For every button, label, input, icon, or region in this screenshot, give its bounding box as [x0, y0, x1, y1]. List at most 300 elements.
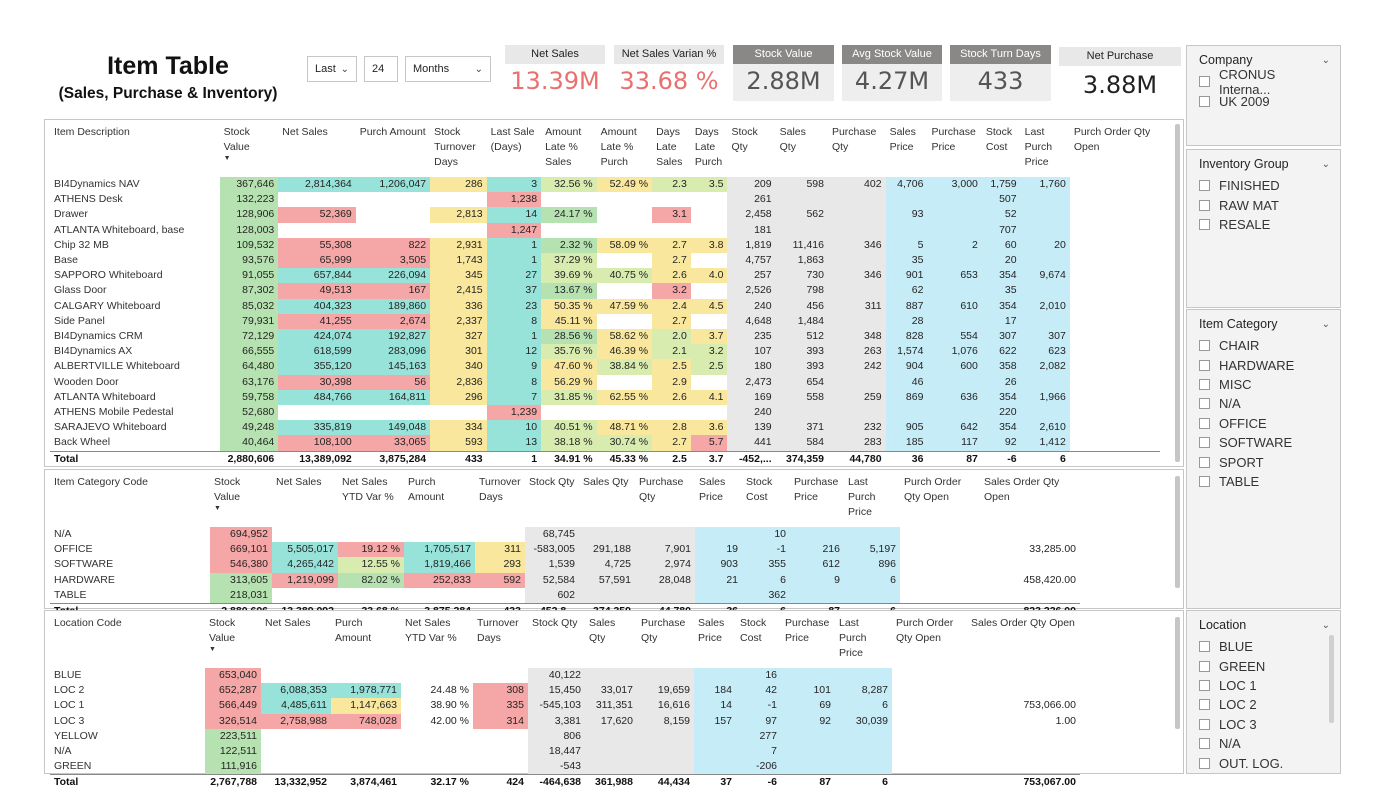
slicer-option-label: GREEN: [1219, 658, 1266, 674]
table-cell: 261: [727, 192, 775, 207]
slicer-option[interactable]: [1199, 452, 1330, 471]
table-cell: [980, 588, 1080, 604]
col-header[interactable]: Purch Amount: [408, 476, 445, 503]
table-cell: [900, 527, 980, 542]
total-cell: [892, 775, 967, 791]
table-cell: 19: [695, 542, 742, 557]
col-header[interactable]: Item Description: [54, 126, 130, 138]
col-header[interactable]: Stock Cost: [985, 126, 1013, 153]
table-cell: 1,863: [776, 253, 828, 268]
table-cell: 753,066.00: [1023, 699, 1076, 712]
slicer-option[interactable]: [1199, 414, 1330, 433]
table-cell: 192,827: [356, 329, 430, 344]
table-cell: 33,017: [585, 683, 637, 698]
checkbox-icon[interactable]: [1199, 340, 1210, 351]
table-cell: 2.0: [652, 329, 691, 344]
table-row[interactable]: [50, 375, 1160, 390]
table-cell: [331, 759, 401, 775]
table-cell: 10: [742, 527, 790, 542]
total-label: Total: [50, 775, 205, 791]
period-value: Last: [315, 63, 336, 75]
table-cell: [1021, 283, 1070, 298]
table-cell: [585, 668, 637, 683]
col-header[interactable]: Purch Order Qty Open: [904, 476, 962, 503]
total-cell: 13,332,952: [261, 775, 331, 791]
checkbox-icon[interactable]: [1199, 476, 1210, 487]
table-cell: 47.59 %: [597, 299, 653, 314]
table-cell: 4,648: [727, 314, 775, 329]
slicer-header: [1199, 617, 1330, 633]
sort-desc-icon: ▼: [214, 505, 221, 512]
table-cell: [892, 759, 967, 775]
table-cell: 3,000: [927, 177, 981, 192]
slicer-option-label: OUT. LOG.: [1219, 755, 1284, 771]
table-cell: 358: [982, 359, 1021, 374]
col-header[interactable]: Item Category Code: [54, 476, 148, 488]
table-cell: 2.9: [652, 375, 691, 390]
table-cell: [927, 283, 981, 298]
table-cell: 2,931: [430, 238, 487, 253]
row-label: LOC 1: [54, 699, 85, 712]
slicer-option[interactable]: [1199, 66, 1330, 97]
table-cell: 3.2: [691, 344, 728, 359]
table-cell: 293: [475, 557, 525, 572]
total-cell: -6: [736, 775, 781, 791]
kpi-net-sales-variance: [614, 45, 724, 101]
slicer-option[interactable]: [1199, 176, 1330, 195]
table-cell: 31.85 %: [541, 390, 597, 405]
checkbox-icon[interactable]: [1199, 200, 1210, 211]
col-header[interactable]: Sales Price: [889, 126, 916, 153]
table-row[interactable]: [50, 405, 1160, 420]
col-header-sorted[interactable]: Stock Value ▼: [205, 614, 261, 668]
checkbox-icon[interactable]: [1199, 758, 1210, 769]
table-cell: 2,082: [1021, 359, 1070, 374]
scrollbar[interactable]: [1329, 635, 1334, 723]
table-cell: [694, 729, 736, 744]
table-cell: [637, 744, 694, 759]
table-cell: 404,323: [278, 299, 355, 314]
table-cell: 584: [776, 435, 828, 451]
table-cell: 49,513: [278, 283, 355, 298]
slicer-option[interactable]: [1199, 355, 1330, 374]
slicer-option-label: RAW MAT: [1219, 197, 1279, 213]
table-cell: 167: [356, 283, 430, 298]
table-cell: [967, 683, 1080, 698]
table-cell: [1021, 314, 1070, 329]
table-cell: 345: [430, 268, 487, 283]
table-cell: 68,745: [525, 527, 579, 542]
table-cell: 798: [776, 283, 828, 298]
checkbox-icon[interactable]: [1199, 379, 1210, 390]
table-cell: [1021, 405, 1070, 420]
kpi-value: 33.68 %: [619, 67, 719, 95]
item-category-slicer: [1186, 309, 1341, 609]
table-cell: 308: [473, 683, 528, 698]
slicer-option-label: LOC 2: [1219, 697, 1257, 713]
table-cell: [835, 668, 892, 683]
table-row[interactable]: [50, 238, 1160, 253]
sort-desc-icon: ▼: [209, 646, 216, 653]
table-cell: 654: [776, 375, 828, 390]
total-cell: 44,434: [637, 775, 694, 791]
col-header[interactable]: Net Sales YTD Var %: [342, 476, 394, 503]
table-cell: 346: [828, 268, 886, 283]
table-cell: 17,620: [585, 714, 637, 729]
table-cell: 1,147,663: [331, 698, 401, 713]
checkbox-icon[interactable]: [1199, 699, 1210, 710]
table-cell: [900, 557, 980, 572]
chevron-down-icon[interactable]: ⌄: [1321, 619, 1330, 631]
table-cell: 52,680: [220, 405, 279, 420]
period-count-input[interactable]: [364, 56, 398, 82]
table-cell: 6,088,353: [261, 683, 331, 698]
table-row[interactable]: [50, 223, 1160, 238]
kpi-label: Stock Turn Days: [950, 45, 1051, 64]
table-cell: [541, 223, 597, 238]
checkbox-icon[interactable]: [1199, 738, 1210, 749]
col-header[interactable]: Stock Turnover Days: [434, 126, 476, 168]
table-cell: [835, 729, 892, 744]
slicer-option[interactable]: [1199, 433, 1330, 452]
table-cell: 107: [727, 344, 775, 359]
table-cell: 1,206,047: [356, 177, 430, 192]
table-row[interactable]: [50, 177, 1160, 192]
table-cell: 371: [776, 420, 828, 435]
slicer-option[interactable]: [1199, 734, 1330, 753]
col-header[interactable]: Sales Qty: [779, 126, 806, 153]
col-header[interactable]: Sales Order Qty Open: [971, 617, 1075, 629]
row-label: BI4Dynamics CRM: [54, 330, 143, 343]
col-header[interactable]: Amount Late % Sales: [545, 126, 582, 168]
table-row[interactable]: [50, 668, 1080, 683]
total-cell: 3,874,461: [331, 775, 401, 791]
table-cell: 354: [982, 390, 1021, 405]
slicer-option[interactable]: [1199, 472, 1330, 491]
table-row[interactable]: [50, 698, 1080, 713]
table-cell: 39.69 %: [541, 268, 597, 283]
table-cell: 12.55 %: [338, 557, 404, 572]
table-cell: [927, 192, 981, 207]
table-row[interactable]: [50, 714, 1080, 729]
table-row[interactable]: [50, 527, 1080, 542]
table-cell: 50.35 %: [541, 299, 597, 314]
table-row[interactable]: [50, 542, 1080, 557]
table-row[interactable]: [50, 557, 1080, 572]
table-cell: [331, 744, 401, 759]
table-cell: 4,265,442: [272, 557, 338, 572]
table-cell: 26: [982, 375, 1021, 390]
checkbox-icon[interactable]: [1199, 680, 1210, 691]
table-row[interactable]: [50, 253, 1160, 268]
table-row[interactable]: [50, 759, 1080, 775]
col-header[interactable]: Purchase Price: [794, 476, 839, 503]
col-header[interactable]: Net Sales: [282, 126, 328, 138]
period-dropdown[interactable]: [307, 56, 357, 82]
slicer-option[interactable]: [1199, 637, 1330, 656]
slicer-option[interactable]: [1199, 336, 1330, 355]
table-row[interactable]: [50, 359, 1160, 374]
table-cell: 242: [828, 359, 886, 374]
table-cell: 49,248: [220, 420, 279, 435]
table-cell: 12: [487, 344, 541, 359]
table-cell: 623: [1021, 344, 1070, 359]
slicer-option[interactable]: [1199, 676, 1330, 695]
table-cell: 6: [844, 573, 900, 588]
col-header[interactable]: Purchase Price: [785, 617, 830, 644]
slicer-option[interactable]: [1199, 375, 1330, 394]
table-cell: 887: [886, 299, 928, 314]
table-cell: 2,610: [1021, 420, 1070, 435]
table-cell: [1070, 238, 1160, 253]
table-row[interactable]: [50, 314, 1160, 329]
table-cell: [597, 314, 653, 329]
table-cell: [967, 729, 1080, 744]
kpi-label: Avg Stock Value: [842, 45, 942, 64]
table-cell: 259: [828, 390, 886, 405]
table-cell: 598: [776, 177, 828, 192]
table-cell: 32.56 %: [541, 177, 597, 192]
col-header[interactable]: Turnover Days: [477, 617, 519, 644]
table-cell: 62.55 %: [597, 390, 653, 405]
table-cell: 2,415: [430, 283, 487, 298]
chevron-down-icon[interactable]: ⌄: [1321, 318, 1330, 330]
col-header[interactable]: Net Sales: [265, 617, 311, 629]
table-cell: 2,458: [727, 207, 775, 222]
table-cell: 35: [982, 283, 1021, 298]
checkbox-icon[interactable]: [1199, 661, 1210, 672]
period-count-value: 24: [372, 63, 385, 75]
table-row[interactable]: [50, 588, 1080, 604]
checkbox-icon[interactable]: [1199, 418, 1210, 429]
total-label: Total: [50, 451, 220, 467]
total-cell: 13,389,092: [278, 451, 355, 467]
col-header[interactable]: Purchase Qty: [831, 126, 877, 153]
col-header[interactable]: Purch Amount: [359, 126, 426, 138]
table-cell: [776, 223, 828, 238]
checkbox-icon[interactable]: [1199, 457, 1210, 468]
table-cell: 4,706: [886, 177, 928, 192]
table-row[interactable]: [50, 573, 1080, 588]
table-cell: 340: [430, 359, 487, 374]
slicer-option[interactable]: [1199, 715, 1330, 734]
col-header[interactable]: Purch Order Qty Open: [1073, 126, 1151, 153]
checkbox-icon[interactable]: [1199, 437, 1210, 448]
page-subtitle: (Sales, Purchase & Inventory): [58, 85, 278, 102]
chevron-down-icon[interactable]: ⌄: [1321, 158, 1330, 170]
table-cell: [356, 405, 430, 420]
slicer-option[interactable]: [1199, 215, 1330, 234]
scrollbar[interactable]: [1175, 124, 1180, 462]
col-header[interactable]: Sales Price: [698, 617, 725, 644]
table-cell: [967, 668, 1080, 683]
table-cell: 2.7: [652, 238, 691, 253]
total-cell: -452,...: [727, 451, 775, 467]
col-header[interactable]: Purchase Price: [931, 126, 976, 153]
table-cell: [637, 668, 694, 683]
table-cell: [473, 729, 528, 744]
col-header[interactable]: Last Sale (Days): [490, 126, 535, 153]
table-cell: 101: [781, 683, 835, 698]
table-cell: [781, 759, 835, 775]
table-cell: 3.2: [652, 283, 691, 298]
table-cell: [652, 192, 691, 207]
checkbox-icon[interactable]: [1199, 641, 1210, 652]
table-cell: 2,758,988: [261, 714, 331, 729]
col-header[interactable]: Sales Order Qty Open: [984, 476, 1060, 503]
table-cell: [637, 729, 694, 744]
scrollbar[interactable]: [1175, 476, 1180, 588]
table-cell: [927, 223, 981, 238]
table-cell: [1070, 207, 1160, 222]
col-header-sorted[interactable]: Stock Value ▼: [220, 123, 279, 177]
col-header-sorted[interactable]: Stock Value ▼: [210, 473, 272, 527]
location-table-body: [50, 668, 1080, 791]
table-row[interactable]: [50, 683, 1080, 698]
slicer-options: [1199, 637, 1330, 773]
col-header[interactable]: Net Sales YTD Var %: [405, 617, 457, 644]
col-header[interactable]: Purchase Qty: [639, 476, 684, 503]
table-cell: 554: [927, 329, 981, 344]
table-row[interactable]: [50, 390, 1160, 405]
row-label: LOC 3: [54, 714, 85, 727]
table-cell: 9: [790, 573, 844, 588]
table-cell: [691, 314, 728, 329]
col-header[interactable]: Last Purch Price: [848, 476, 876, 518]
slicer-option-label: LOC 3: [1219, 716, 1257, 732]
col-header[interactable]: Days Late Sales: [656, 126, 683, 168]
table-cell: [1070, 375, 1160, 390]
col-header[interactable]: Net Sales: [276, 476, 322, 488]
col-header[interactable]: Sales Qty: [583, 476, 629, 488]
period-unit-dropdown[interactable]: [405, 56, 491, 82]
table-row[interactable]: [50, 283, 1160, 298]
chevron-down-icon[interactable]: ⌄: [1321, 54, 1330, 66]
checkbox-icon[interactable]: [1199, 76, 1210, 87]
table-row[interactable]: [50, 420, 1160, 435]
total-row: [50, 451, 1160, 467]
col-header[interactable]: Purchase Qty: [641, 617, 686, 644]
kpi-avg-stock-value: [842, 45, 942, 101]
table-cell: 828: [886, 329, 928, 344]
table-cell: 354: [982, 268, 1021, 283]
col-header[interactable]: Stock Qty: [529, 476, 575, 488]
table-cell: 28.56 %: [541, 329, 597, 344]
col-header[interactable]: Last Purch Price: [839, 617, 867, 659]
table-cell: 652,287: [205, 683, 261, 698]
slicer-option[interactable]: [1199, 695, 1330, 714]
slicer-option-label: TABLE: [1219, 473, 1260, 489]
table-cell: 128,003: [220, 223, 279, 238]
table-cell: 216: [790, 542, 844, 557]
table-cell: 642: [927, 420, 981, 435]
table-cell: 2.6: [652, 390, 691, 405]
col-header[interactable]: Stock Qty: [532, 617, 578, 629]
row-label: TABLE: [54, 588, 87, 601]
table-cell: 458,420.00: [1023, 573, 1076, 586]
col-header[interactable]: Purch Amount: [335, 617, 372, 644]
scrollbar[interactable]: [1175, 617, 1180, 729]
col-header[interactable]: Amount Late % Purch: [600, 126, 637, 168]
table-row[interactable]: [50, 207, 1160, 222]
table-cell: [278, 192, 355, 207]
table-row[interactable]: [50, 729, 1080, 744]
col-header[interactable]: Days Late Purch: [694, 126, 723, 168]
table-cell: [635, 527, 695, 542]
table-cell: 40.51 %: [541, 420, 597, 435]
total-cell: 753,067.00: [967, 775, 1080, 791]
checkbox-icon[interactable]: [1199, 219, 1210, 230]
col-header[interactable]: Last Purch Price: [1024, 126, 1053, 168]
col-header[interactable]: Purch Order Qty Open: [896, 617, 954, 644]
table-cell: 122,511: [205, 744, 261, 759]
table-cell: 79,931: [220, 314, 279, 329]
total-cell: 6: [835, 775, 892, 791]
table-cell: 1: [487, 238, 541, 253]
col-header[interactable]: Stock Cost: [740, 617, 767, 644]
table-cell: 1,705,517: [404, 542, 475, 557]
slicer-option[interactable]: [1199, 394, 1330, 413]
checkbox-icon[interactable]: [1199, 360, 1210, 371]
checkbox-icon[interactable]: [1199, 180, 1210, 191]
slicer-option[interactable]: [1199, 753, 1330, 772]
table-cell: [828, 405, 886, 420]
table-cell: 3.6: [691, 420, 728, 435]
col-header[interactable]: Sales Price: [699, 476, 726, 503]
table-cell: 14: [487, 207, 541, 222]
row-label: Glass Door: [54, 284, 107, 297]
table-cell: [356, 207, 430, 222]
table-row[interactable]: [50, 435, 1160, 451]
table-cell: 1,219,099: [272, 573, 338, 588]
slicer-header: [1199, 156, 1330, 172]
table-cell: 1: [487, 329, 541, 344]
kpi-stock-turn-days: [950, 45, 1051, 101]
slicer-option[interactable]: [1199, 195, 1330, 214]
table-cell: [356, 223, 430, 238]
chevron-down-icon: ⌄: [474, 63, 483, 75]
checkbox-icon[interactable]: [1199, 719, 1210, 730]
slicer-option[interactable]: [1199, 656, 1330, 675]
checkbox-icon[interactable]: [1199, 96, 1210, 107]
table-cell: 307: [1021, 329, 1070, 344]
table-cell: 1,574: [886, 344, 928, 359]
table-cell: 82.02 %: [338, 573, 404, 588]
table-cell: [401, 729, 473, 744]
col-header[interactable]: Location Code: [54, 617, 122, 629]
table-row[interactable]: [50, 744, 1080, 759]
col-header[interactable]: Sales Qty: [589, 617, 616, 644]
table-row[interactable]: [50, 344, 1160, 359]
col-header[interactable]: Stock Cost: [746, 476, 773, 503]
table-row[interactable]: [50, 268, 1160, 283]
table-row[interactable]: [50, 329, 1160, 344]
total-cell: 36: [886, 451, 928, 467]
table-cell: 327: [430, 329, 487, 344]
table-cell: 4.1: [691, 390, 728, 405]
table-row[interactable]: [50, 299, 1160, 314]
checkbox-icon[interactable]: [1199, 398, 1210, 409]
table-row[interactable]: [50, 192, 1160, 207]
col-header[interactable]: Turnover Days: [479, 476, 521, 503]
table-cell: 348: [828, 329, 886, 344]
table-cell: [967, 759, 1080, 775]
col-header[interactable]: Stock Qty: [731, 126, 758, 153]
table-cell: 9: [487, 359, 541, 374]
table-cell: -1: [742, 542, 790, 557]
category-table-visual: [44, 469, 1184, 609]
table-cell: [691, 223, 728, 238]
